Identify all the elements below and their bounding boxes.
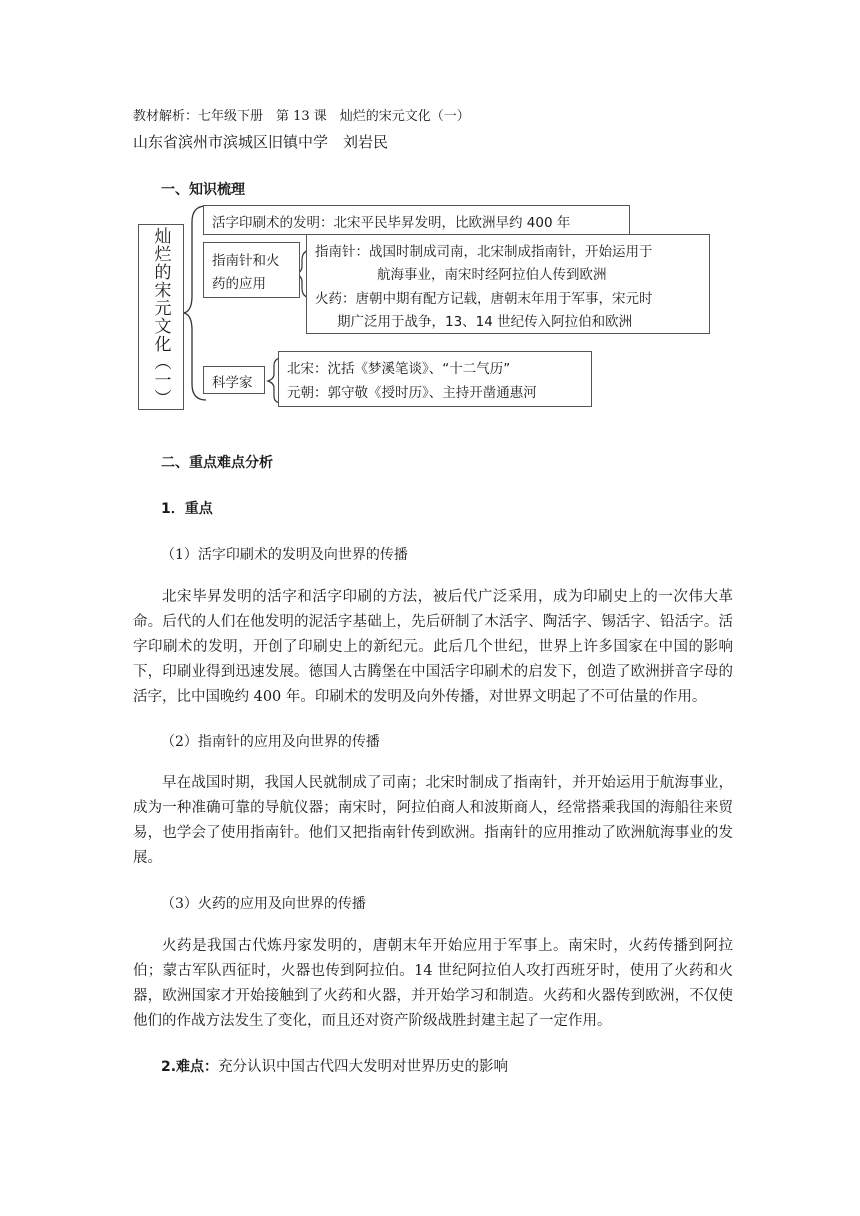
difficulty-label: 2.难点：	[161, 1059, 219, 1075]
scientists-label: 科学家	[212, 375, 253, 391]
difficulty-text: 充分认识中国古代四大发明对世界历史的影响	[218, 1059, 509, 1075]
difficulty-line	[161, 1055, 508, 1076]
printing-text: 活字印刷术的发明：北宋平民毕昇发明，比欧洲早约 400 年	[212, 215, 571, 231]
doc-header-line2: 山东省滨州市滨城区旧镇中学 刘岩民	[133, 133, 389, 151]
doc-header-line1: 教材解析：七年级下册 第 13 课 灿烂的宋元文化（一）	[133, 109, 470, 124]
paragraph-compass: 早在战国时期，我国人民就制成了司南；北宋时制成了指南针，并开始运用于航海事业，成为一种准确可靠的导航仪器；南宋时，阿拉伯商人和波斯商人，经常搭乘我国的海船往来贸易，也学会了使用指南针。他们又把指南针传到欧洲。指南针的应用推动了欧洲航海事业的发展。	[133, 775, 733, 866]
compass-gunpowder-label-2: 药的应用	[212, 276, 266, 292]
compass-gunpowder-label-1: 指南针和火	[212, 253, 280, 269]
scientists-label-box	[203, 366, 265, 394]
scientist-yuan: 元朝：郭守敬《授时历》、主持开凿通惠河	[287, 385, 537, 401]
scientist-song: 北宋：沈括《梦溪笔谈》、“十二气历”	[287, 361, 511, 377]
compass-line-2: 航海事业，南宋时经阿拉伯人传到欧洲	[377, 267, 607, 283]
diagram-main-title: 灿烂的宋元文化（一）	[150, 227, 171, 407]
subheading-gunpowder: （3）火药的应用及向世界的传播	[161, 896, 366, 912]
paragraph-gunpowder: 火药是我国古代炼丹家发明的，唐朝末年开始应用于军事上。南宋时，火药传播到阿拉伯；蒙古军队西征时，火器也传到阿拉伯。14 世纪阿拉伯人攻打西班牙时，使用了火药和火器，欧洲国家才开始接触到了火药和火器，并开始学习和制造。火药和火器传到欧洲，不仅使他们的作战方法发生了变化，而且还对资产阶级战胜封建主起了一定作用。	[133, 938, 733, 1029]
gunpowder-line-1: 火药：唐朝中期有配方记载，唐朝末年用于军事，宋元时	[315, 291, 653, 307]
subheading-printing: （1）活字印刷术的发明及向世界的传播	[161, 547, 408, 563]
paragraph-printing: 北宋毕昇发明的活字和活字印刷的方法，被后代广泛采用，成为印刷史上的一次伟大革命。后代的人们在他发明的泥活字基础上，先后研制了木活字、陶活字、锡活字、铅活字。活字印刷术的发明，开创了印刷史上的新纪元。此后几个世纪，世界上许多国家在中国的影响下，印刷业得到迅速发展。德国人古腾堡在中国活字印刷术的启发下，创造了欧洲拼音字母的活字，比中国晚约 400 年。印刷术的发明及向外传播，对世界文明起了不可估量的作用。	[133, 589, 733, 705]
key-points-title: 1．重点	[161, 501, 213, 517]
compass-gunpowder-detail-box	[306, 234, 710, 334]
section1-title: 一、知识梳理	[161, 182, 245, 198]
section2-title: 二、重点难点分析	[161, 455, 273, 471]
scientists-detail-box	[278, 351, 592, 407]
gunpowder-line-2: 期广泛用于战争，13、14 世纪传入阿拉伯和欧洲	[337, 314, 633, 330]
printing-box	[203, 205, 630, 235]
compass-gunpowder-label-box	[203, 242, 300, 298]
compass-line-1: 指南针：战国时制成司南，北宋制成指南针，开始运用于	[315, 244, 653, 260]
subheading-compass: （2）指南针的应用及向世界的传播	[161, 734, 380, 750]
